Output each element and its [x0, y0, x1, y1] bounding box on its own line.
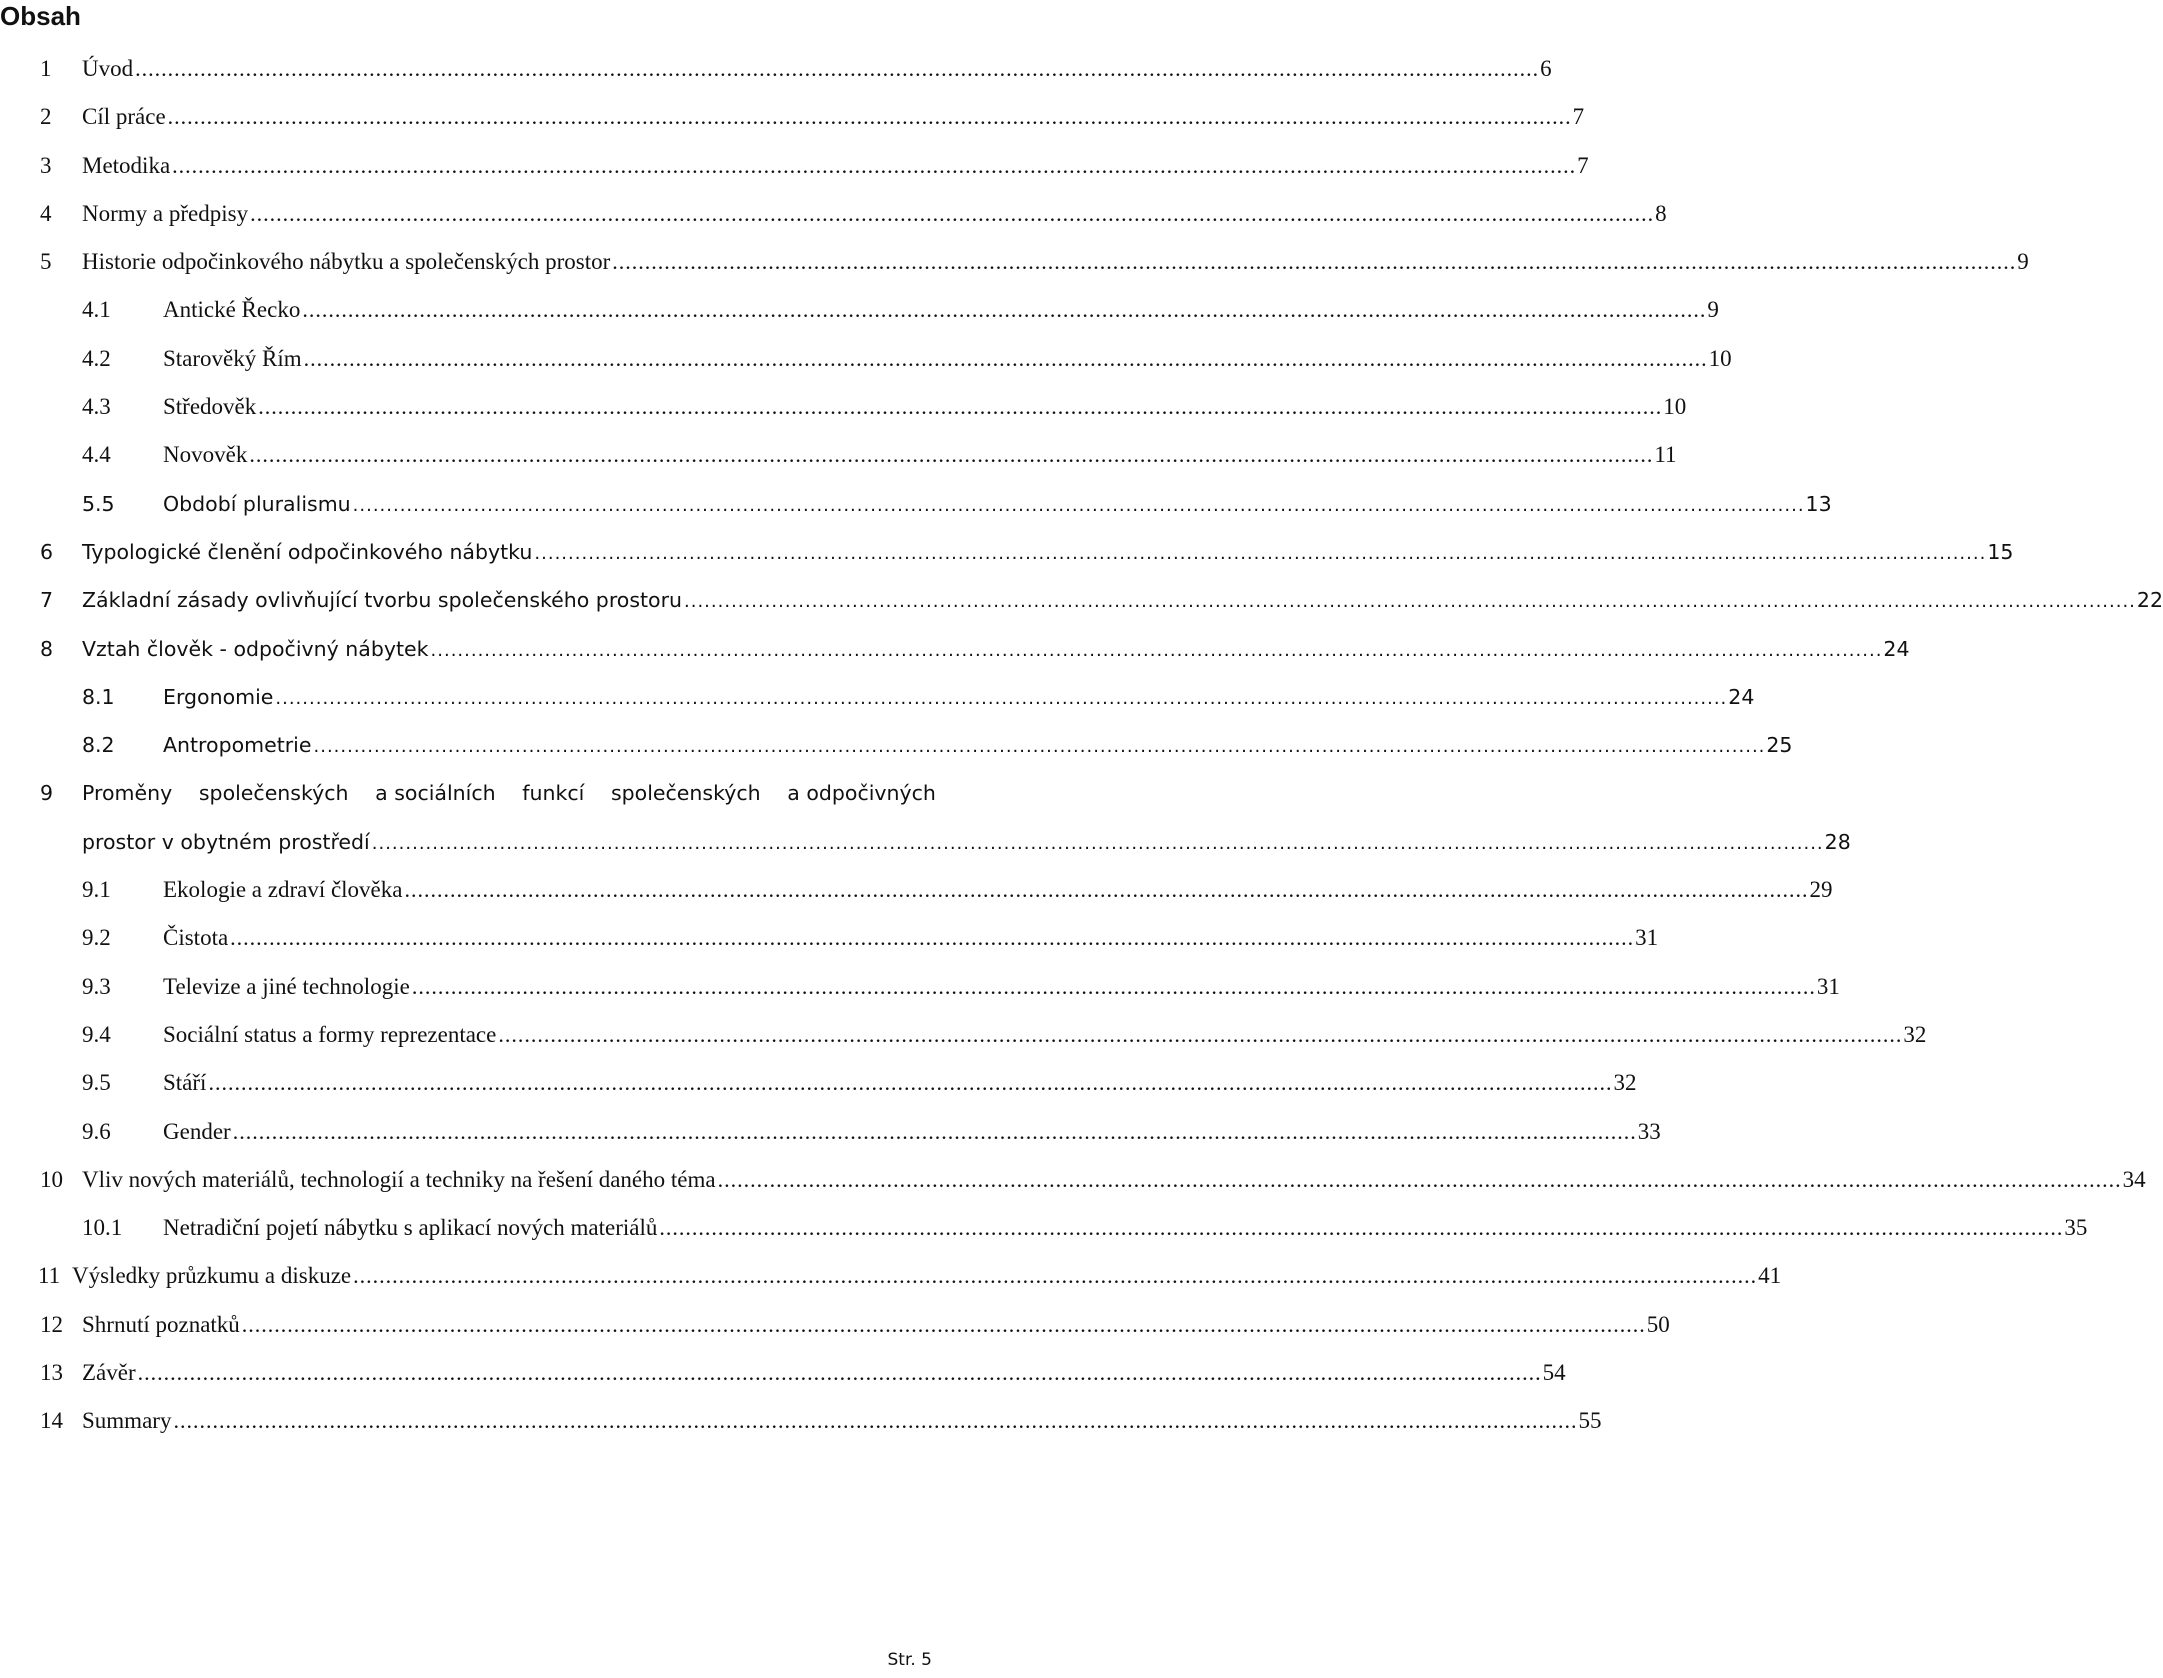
toc-entry[interactable] — [0, 383, 1687, 431]
toc-entry-number: 4.3 — [82, 394, 111, 420]
toc-entry[interactable] — [0, 914, 1659, 962]
toc-entry-page: 31 — [1816, 973, 1840, 999]
toc-entry[interactable] — [0, 1252, 1782, 1300]
toc-entry-title: Gender — [163, 1118, 231, 1144]
toc-entry-page: 11 — [1654, 442, 1677, 468]
dot-leader: ........................................................................................................................................................................................................................ — [303, 345, 1708, 371]
toc-entry[interactable] — [0, 238, 2029, 286]
toc-entry[interactable] — [0, 1204, 2088, 1252]
toc-entry-title: Normy a předpisy — [82, 200, 249, 226]
dot-leader: ........................................................................................................................................................................................................................ — [430, 639, 1883, 661]
toc-entry-page: 7 — [1577, 152, 1589, 178]
toc-entry-title: Netradiční pojetí nábytku s aplikací nových materiálů — [163, 1215, 658, 1241]
toc-entry-page: 34 — [2122, 1166, 2146, 1192]
dot-leader: ........................................................................................................................................................................................................................ — [371, 832, 1824, 854]
toc-entry[interactable] — [0, 480, 1832, 528]
toc-entry[interactable] — [0, 1059, 1637, 1107]
toc-entry-page: 24 — [1883, 636, 1910, 661]
toc-entry-page: 50 — [1646, 1311, 1670, 1337]
toc-entry-title: Čistota — [163, 925, 229, 951]
toc-entry[interactable] — [0, 286, 1719, 334]
toc-entry-title: Vztah člověk - odpočivný nábytek — [82, 636, 429, 661]
toc-entry[interactable] — [0, 335, 1732, 383]
toc-entry-title: Ekologie a zdraví člověka — [163, 877, 403, 903]
toc-entry[interactable] — [0, 769, 1851, 866]
toc-entry-number: 8 — [40, 636, 54, 661]
toc-entry-title: Shrnutí poznatků — [82, 1311, 240, 1337]
toc-entry-page: 31 — [1635, 925, 1659, 951]
toc-entry-title: Novověk — [163, 442, 248, 468]
toc-entry-title: Ergonomie — [163, 684, 274, 709]
toc-entry-page: 8 — [1655, 200, 1667, 226]
toc-entry-page: 15 — [1987, 539, 2014, 564]
toc-entry[interactable] — [0, 1349, 1566, 1397]
toc-entry-page: 10 — [1663, 394, 1687, 420]
toc-entry-title: Vliv nových materiálů, technologií a techniky na řešení daného téma — [82, 1166, 716, 1192]
toc-entry-number: 9.1 — [82, 877, 111, 903]
toc-entry[interactable] — [0, 866, 1833, 914]
toc-entry-page: 28 — [1824, 829, 1851, 854]
toc-entry-title: Historie odpočinkového nábytku a společenských prostor — [82, 249, 611, 275]
toc-entry[interactable] — [0, 673, 1755, 721]
dot-leader: ........................................................................................................................................................................................................................ — [717, 1166, 2122, 1192]
dot-leader: ........................................................................................................................................................................................................................ — [411, 973, 1816, 999]
dot-leader: ........................................................................................................................................................................................................................ — [684, 591, 2136, 613]
toc-entry-title: Úvod — [82, 56, 134, 81]
toc-entry-title: Cíl práce — [82, 104, 166, 130]
toc-entry-number: 9 — [40, 781, 54, 806]
toc-entry[interactable] — [0, 190, 1667, 238]
dot-leader: ........................................................................................................................................................................................................................ — [230, 925, 1635, 951]
toc-entry-number: 12 — [40, 1311, 63, 1337]
toc-entry-page: 24 — [1728, 684, 1755, 709]
toc-entry-page: 10 — [1708, 345, 1732, 371]
toc-entry-page: 6 — [1540, 56, 1552, 81]
toc-entry-title: Antické Řecko — [163, 297, 301, 323]
toc-entry-number: 9.3 — [82, 973, 111, 999]
toc-entry-number: 10.1 — [82, 1215, 123, 1241]
toc-entry-title: Antropometrie — [163, 733, 312, 758]
toc-entry[interactable] — [0, 1108, 1661, 1156]
toc-entry-page: 55 — [1578, 1408, 1602, 1434]
toc-entry-number: 9.4 — [82, 1021, 111, 1047]
toc-entry[interactable] — [0, 721, 1793, 769]
toc-entry-page: 7 — [1572, 104, 1585, 130]
toc-entry-number: 4.2 — [82, 345, 111, 371]
dot-leader: ........................................................................................................................................................................................................................ — [353, 1263, 1758, 1289]
toc-entry-title: Sociální status a formy reprezentace — [163, 1021, 497, 1047]
title-word: společenských — [610, 781, 761, 806]
toc-entry-number: 8.1 — [82, 684, 115, 709]
toc-entry[interactable] — [0, 625, 1910, 673]
toc-entry-number: 9.5 — [82, 1070, 111, 1096]
toc-entry-page: 9 — [1707, 297, 1719, 323]
toc-entry-title: Metodika — [82, 152, 171, 178]
toc-entry-page: 29 — [1809, 877, 1833, 903]
toc-entry[interactable] — [0, 1397, 1602, 1445]
toc-entry-page: 22 — [2136, 588, 2163, 613]
toc-entry-number: 4.4 — [82, 442, 111, 468]
toc-entry-page: 9 — [2017, 249, 2029, 275]
title-word: funkcí — [522, 781, 585, 806]
toc-entry[interactable] — [0, 1301, 1670, 1349]
toc-entry[interactable] — [0, 93, 1585, 141]
title-word: Proměny — [82, 781, 173, 806]
dot-leader: ........................................................................................................................................................................................................................ — [172, 152, 1577, 178]
toc-entry-title: Období pluralismu — [163, 491, 351, 516]
toc-entry-page: 32 — [1903, 1021, 1927, 1047]
toc-entry-number: 11 — [38, 1263, 61, 1289]
toc-entry-title: Výsledky průzkumu a diskuze — [72, 1263, 352, 1289]
toc-entry-number: 5 — [40, 249, 52, 275]
toc-entry-number: 4 — [40, 200, 52, 226]
dot-leader: ........................................................................................................................................................................................................................ — [137, 1360, 1542, 1386]
toc-entry-title: Televize a jiné technologie — [163, 973, 410, 999]
title-word: a sociálních — [375, 781, 496, 806]
dot-leader: ........................................................................................................................................................................................................................ — [534, 542, 1987, 564]
page-number-footer: Str. 5 — [887, 1650, 932, 1670]
dot-leader: ........................................................................................................................................................................................................................ — [250, 200, 1655, 226]
toc-entry[interactable] — [0, 431, 1677, 479]
toc-entry[interactable] — [0, 45, 1552, 93]
toc-entry-number: 1 — [40, 56, 52, 81]
toc-entry-title: Starověký Řím — [163, 345, 302, 371]
toc-entry-number: 13 — [40, 1360, 63, 1386]
dot-leader: ........................................................................................................................................................................................................................ — [302, 297, 1707, 323]
toc-entry-page: 35 — [2064, 1215, 2088, 1241]
dot-leader: ........................................................................................................................................................................................................................ — [498, 1021, 1903, 1047]
toc-entry-page: 25 — [1766, 733, 1793, 758]
toc-entry-title: Závěr — [82, 1360, 136, 1386]
dot-leader: ........................................................................................................................................................................................................................ — [313, 736, 1766, 758]
toc-entry-number: 6 — [40, 539, 54, 564]
title-word: a odpočivných — [787, 781, 936, 806]
dot-leader: ........................................................................................................................................................................................................................ — [258, 394, 1663, 420]
table-of-contents — [0, 45, 2163, 1446]
toc-entry-title: Typologické členění odpočinkového nábytku — [82, 539, 533, 564]
toc-entry-title-line-1 — [82, 769, 936, 817]
toc-entry-number: 2 — [40, 104, 52, 130]
dot-leader: ........................................................................................................................................................................................................................ — [659, 1215, 2064, 1241]
toc-entry-page: 32 — [1613, 1070, 1637, 1096]
toc-entry-number: 10 — [40, 1166, 63, 1192]
toc-entry[interactable] — [0, 528, 2014, 576]
dot-leader: ........................................................................................................................................................................................................................ — [404, 877, 1809, 903]
toc-entry-title: Stáří — [163, 1070, 207, 1096]
toc-entry-number: 5.5 — [82, 491, 115, 516]
toc-entry[interactable] — [0, 1156, 2146, 1204]
dot-leader: ........................................................................................................................................................................................................................ — [249, 442, 1654, 468]
toc-entry-title: Základní zásady ovlivňující tvorbu společenského prostoru — [82, 588, 683, 613]
toc-entry-title: Summary — [82, 1408, 172, 1434]
dot-leader: ........................................................................................................................................................................................................................ — [241, 1311, 1646, 1337]
toc-entry-title-line-2: prostor v obytném prostředí — [82, 829, 370, 854]
dot-leader: ........................................................................................................................................................................................................................ — [167, 104, 1572, 130]
toc-entry[interactable] — [0, 576, 2163, 624]
page-title: Obsah — [0, 1, 81, 31]
toc-entry-number: 8.2 — [82, 733, 115, 758]
toc-entry-number: 9.2 — [82, 925, 111, 951]
toc-entry[interactable] — [0, 963, 1840, 1011]
toc-entry-page: 33 — [1637, 1118, 1661, 1144]
toc-entry-number: 4.1 — [82, 297, 111, 323]
dot-leader: ........................................................................................................................................................................................................................ — [173, 1408, 1578, 1434]
dot-leader: ........................................................................................................................................................................................................................ — [612, 249, 2017, 275]
toc-entry-number: 9.6 — [82, 1118, 111, 1144]
dot-leader: ........................................................................................................................................................................................................................ — [352, 494, 1805, 516]
dot-leader: ........................................................................................................................................................................................................................ — [232, 1118, 1637, 1144]
toc-entry-number: 3 — [40, 152, 52, 178]
toc-entry-page: 13 — [1805, 491, 1832, 516]
toc-entry-number: 7 — [40, 588, 54, 613]
toc-entry-page: 41 — [1758, 1263, 1782, 1289]
toc-entry-number: 14 — [40, 1408, 63, 1434]
dot-leader: ........................................................................................................................................................................................................................ — [208, 1070, 1613, 1096]
dot-leader: ........................................................................................................................................................................................................................ — [275, 687, 1728, 709]
dot-leader: ........................................................................................................................................................................................................................ — [135, 56, 1540, 81]
toc-entry-page: 54 — [1542, 1360, 1566, 1386]
title-word: společenských — [198, 781, 349, 806]
toc-entry[interactable] — [0, 1011, 1927, 1059]
toc-entry-title: Středověk — [163, 394, 257, 420]
toc-entry[interactable] — [0, 142, 1589, 190]
